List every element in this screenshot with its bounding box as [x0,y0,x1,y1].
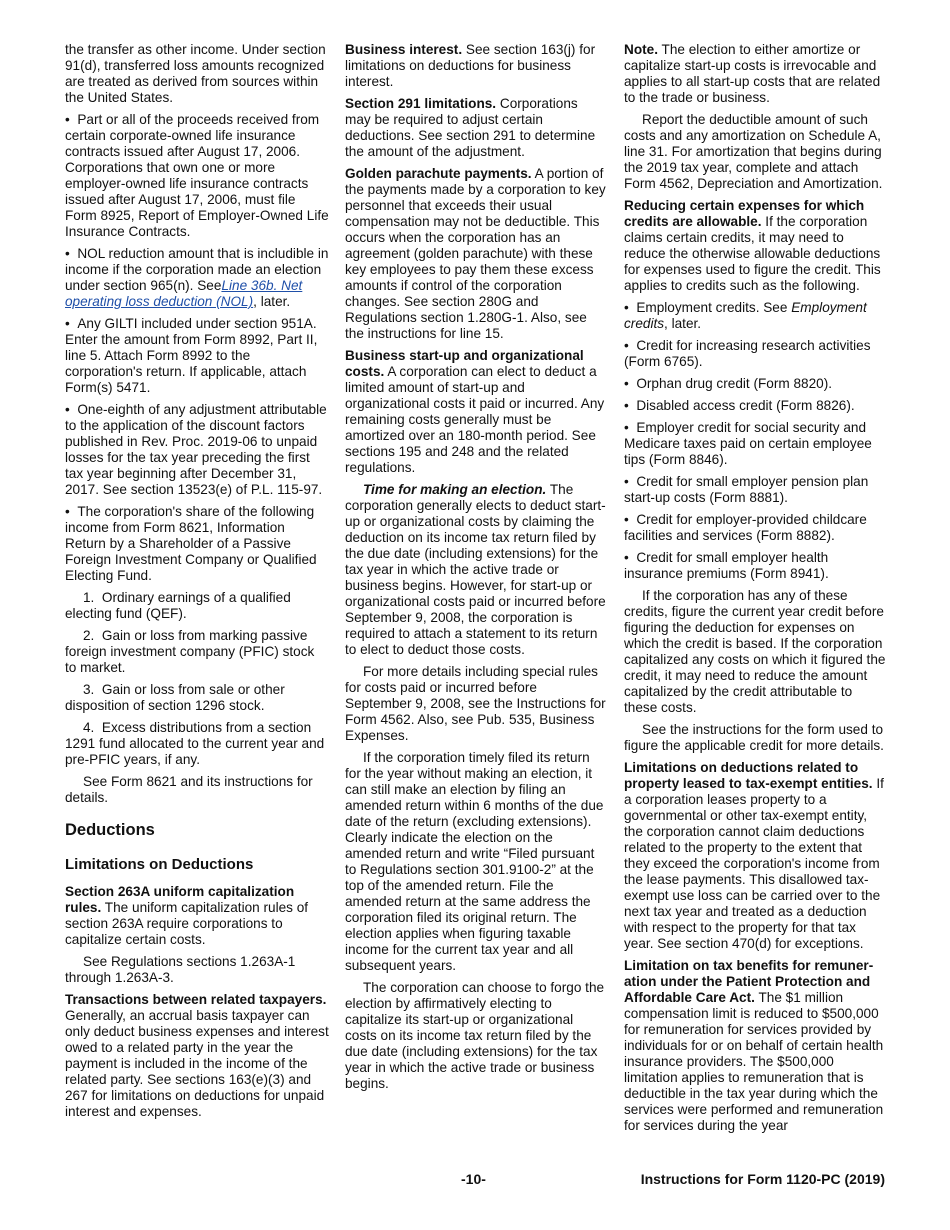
run-in-heading: Section 291 limitations. [345,96,497,111]
paragraph: Report the deductible amount of such costs and any amortization on Schedule A, line 31. For amortization that begins during the 2019 tax year, complete and attach Form 4562, Depreciation and Amortization. [624,112,883,191]
paragraph [624,760,888,952]
heading-deductions: Deductions [65,821,155,839]
bullet-text: NOL reduction amount that is includible in income if the corporation made an election under section 965(n). See [65,246,329,293]
paragraph [65,992,329,1120]
column-right [624,42,888,1140]
bullet-item: • Any GILTI included under section 951A. Enter the amount from Form 8992, Part II, line 5. Attach Form 8992 to the corporation's return. If applicable, attach Form(s) 5471. [65,316,329,396]
column-middle [345,42,607,1098]
run-in-heading: Business start-up and organizational costs. [345,348,584,379]
paragraph-text: Corporations may be required to adjust certain deductions. See section 291 to determine the amount of the adjustment. [345,96,596,159]
run-in-heading: Note. [624,42,658,57]
footer-title: Instructions for Form 1120-PC (2019) [640,1171,885,1187]
bullet-item: • The corporation's share of the following income from Form 8621, Information Return by a Shareholder of a Passive Foreign Investment Company or Qualified Electing Fund. [65,504,329,584]
bullet-item: • One-eighth of any adjustment attributable to the application of the discount factors published in Rev. Proc. 2019-06 to unpaid losses for the tax year preceding the first tax year beginning after December 31, 2017. See section 13523(e) of P.L. 115-97. [65,402,329,498]
numbered-item: 2. Gain or loss from marking passive foreign investment company (PFIC) stock to market. [65,628,315,675]
paragraph: For more details including special rules for costs paid or incurred before September 9, 2008, see the Instructions for Form 4562. Also, see Pub. 535, Business Expenses. [345,664,606,743]
bullet-text: , later. [253,294,291,309]
numbered-item: 3. Gain or loss from sale or other disposition of section 1296 stock. [65,682,285,713]
page-number: -10- [461,1171,486,1187]
run-in-heading: Golden parachute payments. [345,166,532,181]
bullet-item: • Employer credit for social security and Medicare taxes paid on certain employee tips (Form 8846). [624,420,888,468]
run-in-heading: Business interest. [345,42,463,57]
paragraph [624,42,888,106]
paragraph-text: The election to either amortize or capitalize start-up costs is irrevocable and applies to all start-up costs that are related to the trade or business. [624,42,881,105]
paragraph [624,198,888,294]
paragraph [345,482,607,658]
paragraph-text: If the corporation claims certain credits, it may need to reduce the otherwise allowable deductions for expenses used to figure the credit. This applies to credits such as the following. [624,214,881,293]
paragraph: See Regulations sections 1.263A-1 through 1.263A-3. [65,954,296,985]
bullet-item: • Credit for small employer health insurance premiums (Form 8941). [624,550,888,582]
run-in-heading: Time for making an election. [363,482,547,497]
paragraph [345,96,607,160]
paragraph-text: If a corporation leases property to a governmental or other tax-exempt entity, the corporation cannot claim deductions related to the property to the extent that they exceed the corporation's income from the lease payments. This disallowed tax-exempt use loss can be carried over to the next tax year and treated as a deduction with respect to the property for that tax year. See section 470(d) for exceptions. [624,776,884,951]
paragraph-text: The uniform capitalization rules of section 263A require corporations to capitalize certain costs. [65,900,309,947]
paragraph [345,348,607,476]
heading-limitations: Limitations on Deductions [65,856,254,873]
run-in-heading: Transactions between related taxpayers. [65,992,327,1007]
paragraph: the transfer as other income. Under section 91(d), transferred loss amounts recognized are treated as derived from sources within the United States. [65,42,326,105]
bullet-item [65,246,329,310]
paragraph-text: The $1 million compensation limit is reduced to $500,000 for remuneration for services provided by individuals for or on behalf of certain health insurance providers. The $500,000 limitation applies to remuneration that is deductible in the tax year during which the services were performed and remuneration for services during the year [624,990,884,1133]
numbered-item: 4. Excess distributions from a section 1291 fund allocated to the current year and pre-PFIC years, if any. [65,720,325,767]
cross-reference: Employment credits [624,300,867,331]
paragraph: See Form 8621 and its instructions for details. [65,774,313,805]
paragraph [345,42,607,90]
paragraph [624,958,888,1134]
bullet-item: • Credit for increasing research activities (Form 6765). [624,338,888,370]
paragraph-text: See section 163(j) for limitations on deductions for business interest. [345,42,596,89]
bullet-item: • Credit for small employer pension plan start-up costs (Form 8881). [624,474,888,506]
paragraph-text: Generally, an accrual basis taxpayer can only deduct business expenses and interest owed to a related party in the year the payment is included in the income of the related party. See sections 163(e)(3) and 267 for limitations on deductions for unpaid interest and expenses. [65,1008,329,1119]
column-left [65,42,329,1126]
run-in-heading: Limitations on deductions related to property leased to tax-exempt entities. [624,760,873,791]
bullet-item: • Part or all of the proceeds received from certain corporate-owned life insurance contracts issued after August 17, 2006. Corporations that own one or more employer-owned life insurance contracts issued after August 17, 2006, must file Form 8925, Report of Employer-Owned Life Insurance Contracts. [65,112,329,240]
paragraph: See the instructions for the form used to figure the applicable credit for more details. [624,722,884,753]
bullet-item: • Orphan drug credit (Form 8820). [624,376,888,392]
run-in-heading: Reducing certain expenses for which credits are allowable. [624,198,865,229]
paragraph [65,884,329,948]
paragraph: If the corporation timely filed its return for the year without making an election, it can still make an election by filing an amended return within 6 months of the due date of the return (excluding extensions). Clearly indicate the election on the amended return and write “Filed pursuant to Regulations section 301.9100-2” at the top of the amended return. File the amended return at the same address the corporation filed its original return. The election applies when figuring taxable income for the current tax year and all subsequent years. [345,750,604,973]
paragraph: If the corporation has any of these credits, figure the current year credit before figuring the deduction for expenses on which the credit is based. If the corporation capitalized any costs on which it figured the credit, it may need to reduce the amount capitalized by the credit attributable to these costs. [624,588,886,715]
run-in-heading: Section 263A uniform capitalization rules. [65,884,295,915]
bullet-item [624,300,888,332]
bullet-text: , later. [664,316,702,331]
paragraph-text: The corporation generally elects to deduct start-up or organizational costs by claiming the deduction on its income tax return filed by the due date (including extensions) for the tax year in which the active trade or business begins. However, for start-up or organizational costs paid or incurred before September 9, 2008, the corporation is required to attach a statement to its return to elect to deduct those costs. [345,482,606,657]
nol-link[interactable]: Line 36b. Net operating loss deduction (NOL) [65,278,303,309]
paragraph [345,166,607,342]
bullet-item: • Credit for employer-provided childcare facilities and services (Form 8882). [624,512,888,544]
paragraph-text: A corporation can elect to deduct a limited amount of start-up and organizational costs it paid or incurred. Any remaining costs generally must be amortized over an 180-month period. See sections 195 and 248 and the related regulations. [345,364,605,475]
run-in-heading: Limitation on tax benefits for remuneration under the Patient Protection and Affordable Care Act. [624,958,874,1005]
paragraph: The corporation can choose to forgo the election by affirmatively electing to capitalize its start-up or organizational costs on its income tax return filed by the due date (including extensions) for the tax year in which the active trade or business begins. [345,980,605,1091]
numbered-item: 1. Ordinary earnings of a qualified electing fund (QEF). [65,590,291,621]
bullet-text: Employment credits. See [636,300,792,315]
bullet-item: • Disabled access credit (Form 8826). [624,398,888,414]
paragraph-text: A portion of the payments made by a corporation to key personnel that exceeds their usual compensation may not be deductible. This occurs when the corporation has an agreement (golden parachute) with these key employees to pay them these excess amounts if control of the corporation changes. See section 280G and Regulations section 1.280G-1. Also, see the instructions for line 15. [345,166,606,341]
